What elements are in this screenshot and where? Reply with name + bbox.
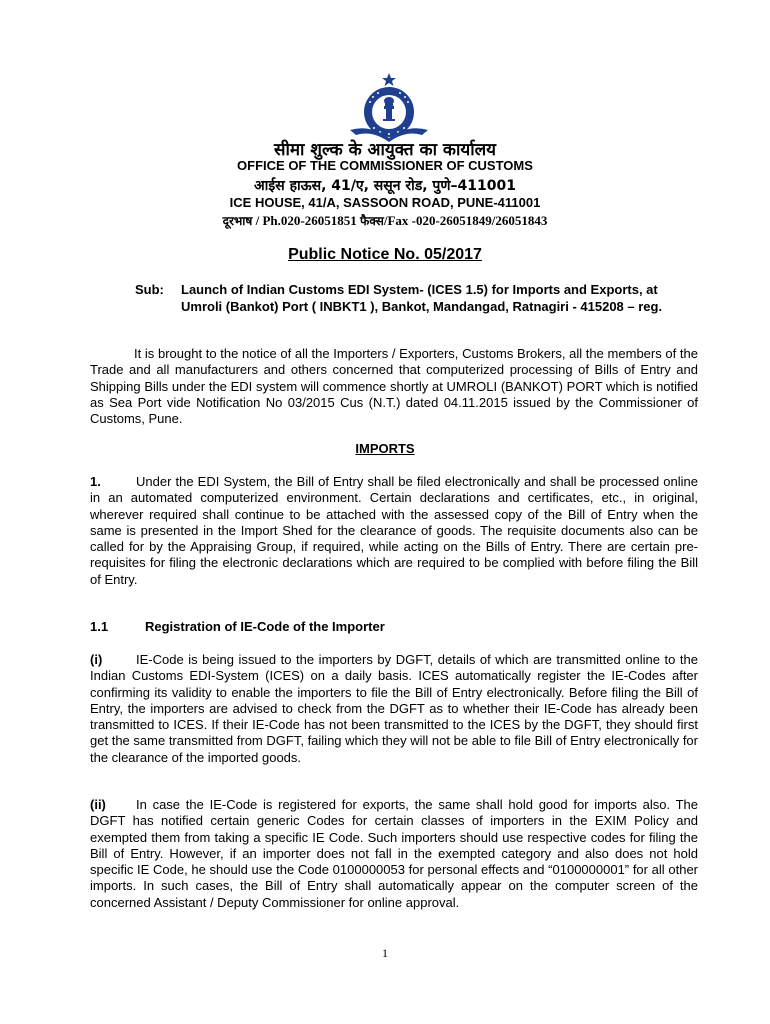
- customs-emblem-icon: [340, 72, 438, 144]
- phone-fax-line: [0, 212, 770, 229]
- subject-text: Launch of Indian Customs EDI System- (ICES 1.5) for Imports and Exports, at Umroli (Bankot) Port ( INBKT1 ), Bankot, Mandangad, Ratnagiri - 415208 – reg.: [181, 282, 663, 314]
- address-hindi: आईस हाऊस, 41/ए, ससून रोड, पुणे–411001: [254, 178, 516, 194]
- subject-block: [135, 281, 675, 315]
- office-title-english: OFFICE OF THE COMMISSIONER OF CUSTOMS: [237, 158, 533, 173]
- page-number: 1: [382, 946, 388, 960]
- phone-number: / Ph.020-26051851: [252, 213, 360, 228]
- paragraph-1-text: Under the EDI System, the Bill of Entry shall be filed electronically and shall be processed online in an automated computerized environment. Certain declarations and certificates, etc., in original, wherever required shall continue to be attached with the assessed copy of the Bill of Entry when the same is presented in the Import Shed for the clearance of goods. The requisite documents also can be called for by the Appraising Group, if required, while acting on the Bills of Entry. There are certain pre-requisites for filing the electronic declarations which are required to be complied with before filing the Bill of Entry.: [90, 474, 698, 587]
- item-ii: [90, 797, 698, 911]
- item-ii-text: In case the IE-Code is registered for exports, the same shall hold good for imports also. The DGFT has notified certain generic Codes for certain classes of importers in the EXIM Policy and exempted them from taking a specific IE Code. Such importers should use respective codes for filing the Bill of Entry. However, if an importer does not fall in the exempted category and also does not hold specific IE Code, he should use the Code 0100000053 for personal effects and “0100000001” for all other imports. In such cases, the Bill of Entry shall automatically appear on the computer screen of the concerned Assistant / Deputy Commissioner for online approval.: [90, 797, 698, 910]
- office-title-hindi: सीमा शुल्क के आयुक्त का कार्यालय: [274, 140, 496, 160]
- address-english: ICE HOUSE, 41/A, SASSOON ROAD, PUNE-411001: [229, 195, 541, 210]
- section-title: Registration of IE-Code of the Importer: [145, 619, 385, 634]
- paragraph-1-number: 1.: [90, 474, 101, 489]
- public-notice-title: Public Notice No. 05/2017: [288, 246, 482, 263]
- item-ii-number: (ii): [90, 797, 106, 812]
- section-heading-1-1: [90, 619, 385, 634]
- phone-label-hindi: दूरभाष: [222, 214, 253, 228]
- fax-label-hindi: फैक्स: [359, 214, 384, 228]
- imports-heading: IMPORTS: [355, 441, 415, 456]
- paragraph-1: [90, 474, 698, 588]
- item-i-number: (i): [90, 652, 103, 667]
- subject-label: Sub:: [135, 282, 164, 297]
- item-i-text: IE-Code is being issued to the importers by DGFT, details of which are transmitted online to the Indian Customs EDI-System (ICES) on a daily basis. ICES automatically register the IE-Codes after confirming its validity to enable the importers to file the Bill of Entry electronically. Before filing the Bill of Entry, the importers are advised to check from the DGFT as to whether their IE-Code has already been transmitted to ICES. If their IE-Code has not been transmitted to the ICES by the DGFT, they should first get the same transmitted from DGFT, failing which they will not be able to file Bill of Entry electronically for the clearance of the imported goods.: [90, 652, 698, 765]
- section-number: 1.1: [90, 619, 109, 634]
- fax-number: /Fax -020-26051849/26051843: [383, 213, 548, 228]
- item-i: [90, 652, 698, 766]
- intro-paragraph: It is brought to the notice of all the Importers / Exporters, Customs Brokers, all the members of the Trade and all manufacturers and others concerned that computerized processing of Bills of Entry and Shipping Bills under the EDI system will commence shortly at UMROLI (BANKOT) PORT which is notified as Sea Port vide Notification No 03/2015 Cus (N.T.) dated 04.11.2015 issued by the Commissioner of Customs, Pune.: [90, 346, 698, 427]
